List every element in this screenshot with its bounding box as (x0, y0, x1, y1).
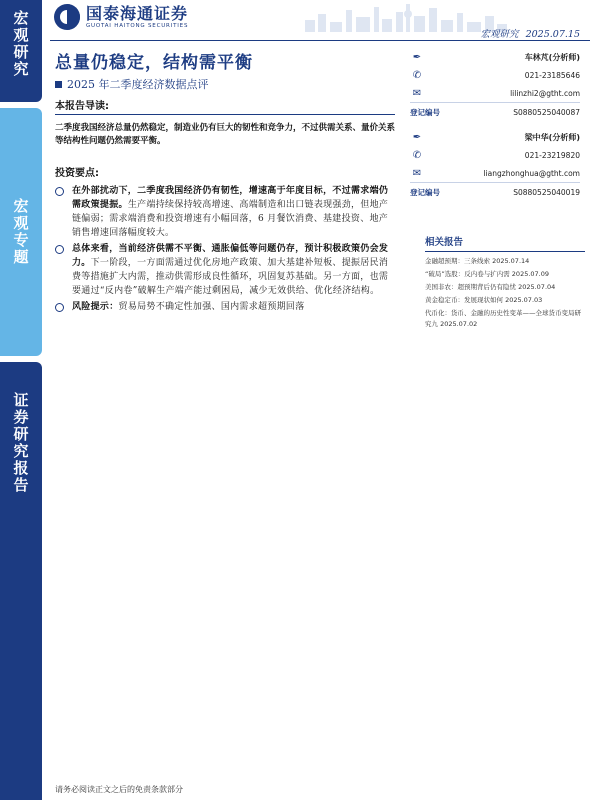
related-report-link[interactable]: 美国非农：超预期背后仍有隐忧 2025.07.04 (425, 283, 556, 291)
point-bold: 风险提示： (72, 302, 119, 312)
logo-cn-text: 国泰海通证券 (86, 4, 189, 23)
sidebar-bottom-label: 证券研究报告 (11, 392, 30, 494)
email-icon: ✉ (412, 167, 422, 179)
analyst-card (410, 48, 580, 121)
header-divider (50, 40, 590, 41)
analyst-name: 梁中华(分析师) (524, 132, 580, 142)
analyst-email[interactable]: lilinzhi2@gtht.com (510, 88, 580, 98)
list-item (55, 242, 395, 298)
circle-bullet-icon (55, 303, 64, 312)
disclaimer-footer: 请务必阅读正文之后的免责条款部分 (55, 785, 183, 794)
reg-label: 登记编号 (410, 187, 440, 197)
related-heading: 相关报告 (425, 234, 585, 252)
pen-icon: ✒ (412, 51, 422, 63)
list-item (55, 300, 395, 314)
logo-mark-icon (54, 4, 80, 30)
phone-icon: ✆ (412, 69, 422, 81)
page-title: 总量仍稳定，结构需平衡 (55, 53, 253, 73)
point-text: 下一阶段，一方面需通过优化房地产政策、加大基建补短板、提振居民消费等措施扩大内需，推动供需形成良性循环，巩固复苏基础。另一方面，也需要通过“反内卷”破解生产端产能过剩困局，减少无效供给、优化经济结构。 (72, 258, 389, 296)
reg-number: S0880525040087 (513, 107, 580, 117)
points-list (55, 184, 395, 314)
analyst-phone: 021-23219820 (524, 150, 580, 160)
points-heading: 投资要点: (55, 168, 99, 179)
guide-divider (55, 114, 395, 115)
main-content (55, 97, 395, 316)
email-icon: ✉ (412, 87, 422, 99)
page-header (50, 0, 590, 40)
related-reports (425, 234, 585, 332)
report-date: 2025.07.15 (525, 29, 580, 40)
left-sidebar (0, 0, 42, 800)
analyst-phone: 021-23185646 (524, 70, 580, 80)
analyst-email[interactable]: liangzhonghua@gtht.com (483, 168, 580, 178)
circle-bullet-icon (55, 245, 64, 254)
analyst-name: 车林芃(分析师) (524, 52, 580, 62)
sidebar-block-top (0, 0, 42, 102)
company-logo (54, 4, 188, 30)
reg-label: 登记编号 (410, 107, 440, 117)
related-report-link[interactable]: 代币化：货币、金融的历史性变革——全球货币变局研究九 2025.07.02 (425, 309, 581, 328)
point-bold: 在外部扰动下，二季度我国经济仍有韧性，增速高于年度目标，不过需求端仍需政策提振。 (72, 186, 389, 210)
related-report-link[interactable]: 金融超预期：三条线索 2025.07.14 (425, 257, 530, 265)
circle-bullet-icon (55, 187, 64, 196)
guide-text: 二季度我国经济总量仍然稳定，制造业仍有巨大的韧性和竞争力，不过供需关系、量价关系等结构性问题仍然需要平衡。 (55, 123, 396, 146)
page-subtitle (55, 76, 209, 92)
sidebar-top-label: 宏观研究 (11, 10, 30, 78)
phone-icon: ✆ (412, 149, 422, 161)
analyst-card (410, 128, 580, 201)
pen-icon: ✒ (412, 131, 422, 143)
guide-heading: 本报告导读: (55, 101, 109, 112)
point-text: 贸易局势不确定性加强、国内需求超预期回落 (118, 302, 305, 312)
square-bullet-icon (55, 81, 62, 88)
reg-number: S0880525040019 (513, 187, 580, 197)
report-category: 宏观研究 (480, 29, 519, 40)
related-report-link[interactable]: 黄金稳定币：发展现状如何 2025.07.03 (425, 296, 543, 304)
point-bold: 总体来看，当前经济供需不平衡、通胀偏低等问题仍存，预计积极政策仍会发力。 (72, 244, 389, 268)
sidebar-block-bottom (0, 362, 42, 800)
point-text: 生产端持续保持较高增速、高端制造和出口链表现强劲，但地产链偏弱；需求端消费和投资增速有小幅回落，6 月餐饮消费、基建投资、地产销售增速回落幅度较大。 (72, 200, 389, 238)
sidebar-middle-label: 宏观专题 (11, 198, 30, 266)
subtitle-text: 2025 年二季度经济数据点评 (67, 78, 209, 91)
list-item (55, 184, 395, 240)
header-meta (477, 26, 580, 40)
logo-en-text: GUOTAI HAITONG SECURITIES (86, 23, 189, 29)
sidebar-block-middle (0, 108, 42, 356)
related-report-link[interactable]: “破局”选股：反内卷与扩内需 2025.07.09 (425, 270, 550, 278)
